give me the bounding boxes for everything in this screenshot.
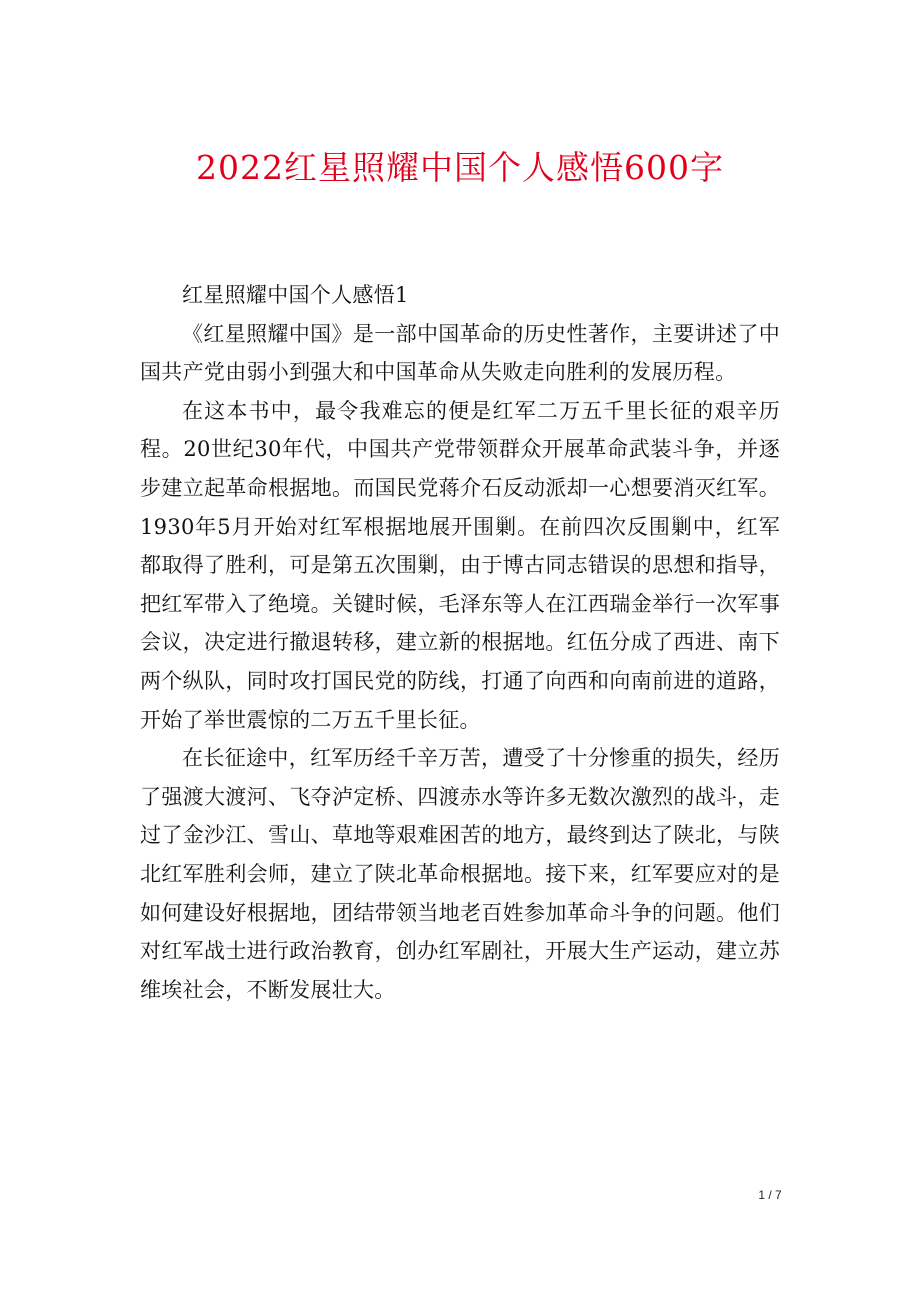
document-title: 2022红星照耀中国个人感悟600字 <box>196 148 724 187</box>
document-body <box>140 276 780 1009</box>
paragraph: 在这本书中，最令我难忘的便是红军二万五千里长征的艰辛历程。20世纪30年代，中国共产党带领群众开展革命武装斗争，并逐步建立起革命根据地。而国民党蒋介石反动派却一心想要消灭红军。1930年5月开始对红军根据地展开围剿。在前四次反围剿中，红军都取得了胜利，可是第五次围剿，由于博古同志错误的思想和指导，把红军带入了绝境。关键时候，毛泽东等人在江西瑞金举行一次军事会议，决定进行撤退转移，建立新的根据地。红伍分成了西进、南下两个纵队，同时攻打国民党的防线，打通了向西和向南前进的道路，开始了举世震惊的二万五千里长征。 <box>140 398 780 732</box>
paragraph: 《红星照耀中国》是一部中国革命的历史性著作，主要讲述了中国共产党由弱小到强大和中国革命从失败走向胜利的发展历程。 <box>140 321 780 385</box>
paragraph: 在长征途中，红军历经千辛万苦，遭受了十分惨重的损失，经历了强渡大渡河、飞夺泸定桥、四渡赤水等许多无数次激烈的战斗，走过了金沙江、雪山、草地等艰难困苦的地方，最终到达了陕北，与陕北红军胜利会师，建立了陕北革命根据地。接下来，红军要应对的是如何建设好根据地，团结带领当地老百姓参加革命斗争的问题。他们对红军战士进行政治教育，创办红军剧社，开展大生产运动，建立苏维埃社会，不断发展壮大。 <box>140 746 780 1002</box>
paragraph-heading: 红星照耀中国个人感悟1 <box>182 283 409 307</box>
page-number: 1 / 7 <box>758 1188 782 1202</box>
